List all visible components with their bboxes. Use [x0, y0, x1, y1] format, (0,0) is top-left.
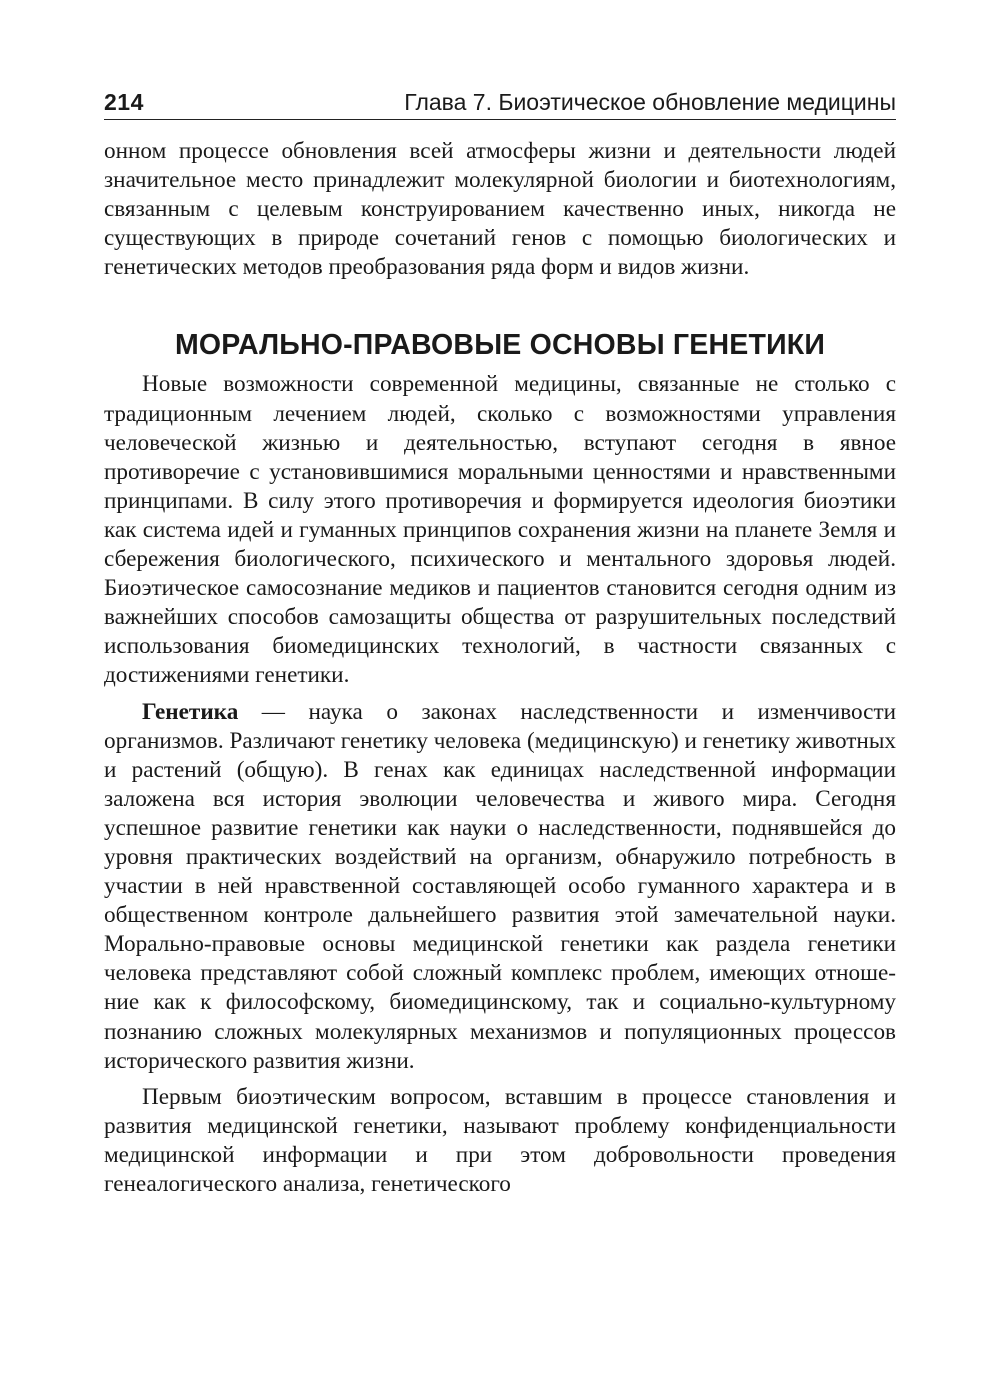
- paragraph-first-bioethical-question: Первым биоэтическим вопросом, вставшим в процессе становления и развития медицинской генетики, называют проблему конфиденциальности медицинской информации и при этом добровольности проведения генеалогического анализа, генетического: [104, 1083, 896, 1197]
- paragraph-new-possibilities: Новые возможности современной медицины, связанные не столько с традиционным лечением людей, сколько с возможностями управления человеческой жизнью и деятельностью, вступают сегодня в явное противоречие с установившимися моральными ценностями и нравственными принципами. В силу этого противоречия и формируется идеология биоэтики как система идей и гуманных принципов сохранения жизни на планете Земля и сбережения биологического, психического и ментального здоровья людей. Биоэтическое самосознание медиков и пациентов становится сегодня одним из важнейших способов самозащиты общества от разрушительных последствий использования биомедицинских технологий, в частности связанных с достижениями генетики.: [104, 371, 896, 689]
- paragraph-genetics-definition: [104, 698, 896, 1076]
- chapter-title: Глава 7. Биоэтическое обновление медицины: [404, 89, 896, 115]
- page-number: 214: [104, 89, 144, 115]
- section-heading: МОРАЛЬНО-ПРАВОВЫЕ ОСНОВЫ ГЕНЕТИКИ: [174, 329, 826, 362]
- running-header: [104, 88, 896, 120]
- defined-term: Генетика: [142, 698, 239, 725]
- definition-text: — наука о законах наследственности и изменчивости организмов. Различают генетику человека (медицинскую) и генетику животных и растений (общую). В генах как единицах наследственной информации заложена вся история эволюции человечества и живого мира. Сегодня успешное развитие генетики как науки о наследственности, поднявшейся до уровня практических воздействий на организм, обнаружило потребность в участии в ней нравственной составляющей особо гуманного характера и в общественном контроле дальнейшего развития этой замечательной науки. Морально-правовые основы медицинской генетики как раздела генетики человека представляют собой сложный комплекс проблем, имеющих отношение как к философскому, биомедицинскому, так и социально-культурному познанию сложных молекулярных механизмов и популяционных процессов исторического развития жизни.: [104, 698, 896, 1074]
- book-page: [104, 88, 896, 1199]
- continuation-paragraph: онном процессе обновления всей атмосферы жизни и деятельности людей значительное место принадлежит молекулярной биологии и биотехнологиям, связанным с целевым конструированием качественно иных, никогда не существующих в природе сочетаний генов с помощью биологических и генетических методов преобразования ряда форм и видов жизни.: [104, 138, 896, 281]
